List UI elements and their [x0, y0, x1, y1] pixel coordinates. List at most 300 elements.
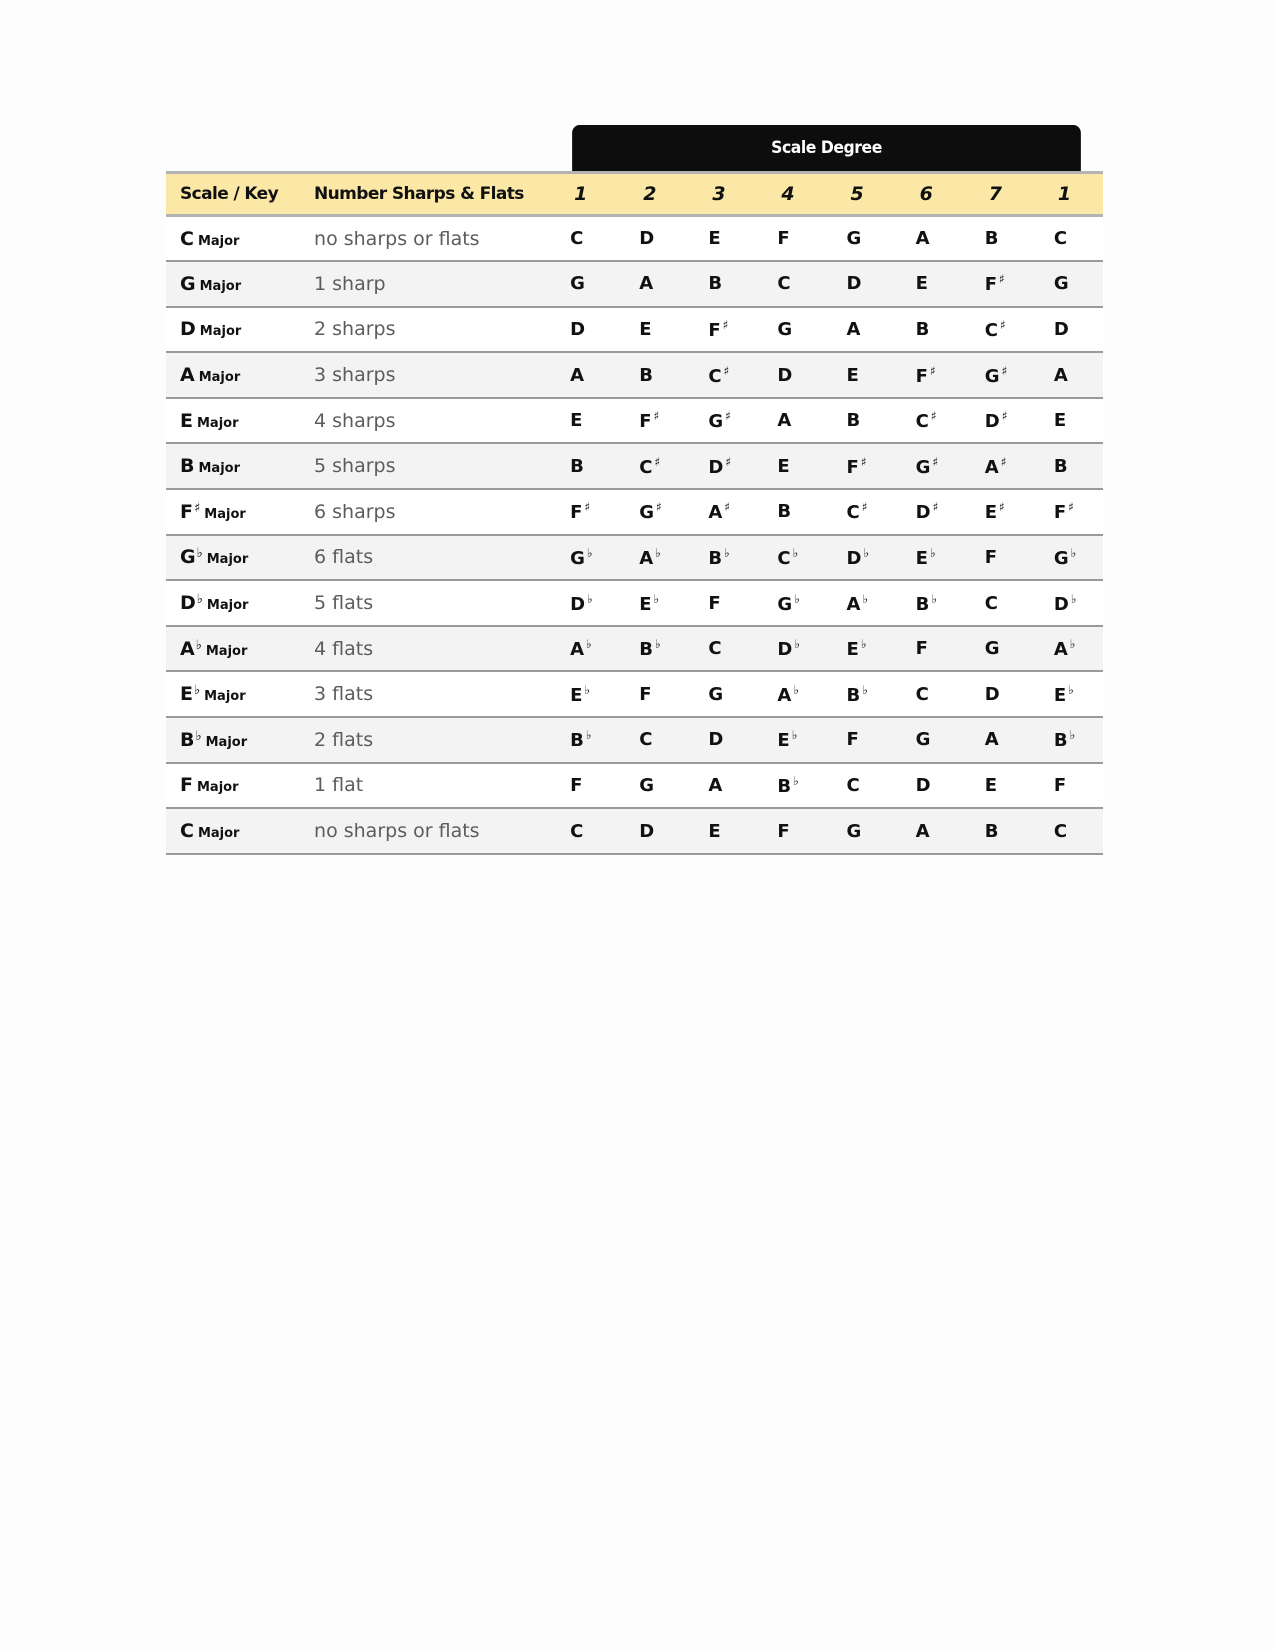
note-accidental: ♯	[932, 500, 939, 515]
scale-degree-banner: Scale Degree	[572, 125, 1081, 171]
key-letter: D	[180, 592, 196, 615]
scale-note-cell	[965, 216, 1034, 262]
note-letter: C	[1053, 820, 1068, 842]
note-letter: F	[1053, 774, 1067, 796]
scale-note-cell	[965, 352, 1034, 398]
scale-note-cell	[688, 216, 757, 262]
note-letter: F	[1053, 502, 1067, 524]
key-quality-label: Major	[205, 643, 248, 659]
number-sharps-flats-cell: 3 flats	[314, 683, 374, 706]
note-letter: A	[708, 502, 723, 524]
number-sharps-flats-cell: 5 sharps	[314, 455, 396, 478]
scale-note-cell	[896, 671, 965, 717]
note-accidental: ♯	[861, 500, 868, 515]
key-letter: E	[180, 683, 193, 706]
scale-key-cell	[166, 307, 300, 353]
note-letter: C	[570, 228, 584, 250]
table-row	[166, 216, 1103, 262]
scale-note-cell	[619, 671, 688, 717]
note-letter: G	[570, 273, 585, 295]
column-header-degree: 7	[988, 183, 1002, 205]
note-letter: E	[1053, 410, 1067, 432]
key-quality-label: Major	[205, 734, 248, 750]
note-letter: E	[777, 730, 790, 752]
note-letter: G	[639, 774, 654, 796]
note-letter: C	[708, 365, 722, 387]
scale-note-cell	[896, 261, 965, 307]
key-letter: F	[180, 774, 193, 797]
scale-note-cell	[619, 261, 688, 307]
scale-note-cell	[688, 398, 757, 444]
note-letter: E	[984, 774, 998, 796]
table-row	[166, 307, 1103, 353]
note-letter: B	[846, 410, 861, 432]
note-accidental: ♭	[794, 591, 800, 606]
key-letter: E	[180, 409, 193, 432]
key-letter: B	[180, 455, 195, 478]
key-quality-label: Major	[198, 370, 241, 386]
note-letter: D	[1053, 318, 1069, 340]
scale-note-cell	[1034, 261, 1103, 307]
scale-note-cell	[688, 443, 757, 489]
note-letter: C	[1053, 228, 1068, 250]
note-letter: E	[639, 318, 652, 340]
column-header-degree: 1	[1057, 183, 1071, 205]
scale-note-cell	[1034, 717, 1103, 763]
key-accidental: ♭	[196, 592, 203, 608]
scale-note-cell	[827, 808, 896, 854]
note-letter: C	[777, 547, 791, 569]
note-letter: F	[639, 683, 652, 705]
note-letter: D	[777, 639, 793, 661]
scale-note-cell	[550, 307, 619, 353]
scale-note-cell	[757, 808, 826, 854]
scale-note-cell	[965, 580, 1034, 626]
scale-note-cell	[757, 671, 826, 717]
note-letter: D	[915, 774, 931, 796]
note-letter: D	[639, 228, 655, 250]
number-sharps-flats-cell: 2 flats	[314, 728, 374, 751]
scale-note-cell	[550, 489, 619, 535]
scale-note-cell	[827, 535, 896, 581]
key-letter: A	[180, 364, 195, 387]
table-row	[166, 808, 1103, 854]
scale-key-cell	[166, 352, 300, 398]
key-accidental: ♭	[193, 683, 201, 699]
scale-note-cell	[896, 216, 965, 262]
note-accidental: ♭	[792, 545, 799, 560]
note-letter: A	[639, 273, 654, 295]
note-letter: C	[639, 729, 653, 751]
scale-note-cell	[757, 398, 826, 444]
note-accidental: ♭	[793, 773, 799, 788]
scale-note-cell	[965, 763, 1034, 809]
note-letter: G	[915, 729, 931, 751]
note-letter: E	[639, 593, 652, 615]
scale-note-cell	[688, 352, 757, 398]
key-quality-label: Major	[206, 552, 249, 568]
number-sharps-flats-cell: 4 sharps	[314, 409, 396, 432]
table-row	[166, 398, 1103, 444]
note-letter: B	[777, 775, 792, 797]
note-letter: A	[777, 684, 792, 706]
scale-note-cell	[1034, 352, 1103, 398]
key-quality-label: Major	[198, 461, 240, 477]
note-accidental: ♭	[929, 545, 936, 560]
scale-key-cell	[166, 261, 300, 307]
note-accidental: ♭	[1068, 682, 1074, 697]
note-letter: F	[915, 365, 928, 387]
scale-note-cell	[827, 261, 896, 307]
note-letter: E	[708, 228, 721, 250]
note-letter: F	[984, 546, 998, 568]
note-letter: F	[708, 319, 721, 341]
note-accidental: ♭	[1070, 545, 1077, 560]
scale-key-cell	[166, 671, 300, 717]
scale-note-cell	[550, 763, 619, 809]
key-quality-label: Major	[204, 689, 246, 705]
scale-note-cell	[827, 307, 896, 353]
note-accidental: ♯	[584, 500, 591, 515]
key-accidental: ♭	[195, 728, 202, 744]
scale-note-cell	[619, 535, 688, 581]
note-accidental: ♯	[929, 363, 936, 378]
scale-note-cell	[896, 398, 965, 444]
note-letter: D	[846, 273, 862, 295]
note-accidental: ♭	[655, 545, 661, 560]
scale-note-cell	[965, 489, 1034, 535]
scale-note-cell	[688, 580, 757, 626]
scale-note-cell	[965, 808, 1034, 854]
note-letter: G	[984, 638, 1000, 660]
scale-note-cell	[827, 671, 896, 717]
note-letter: D	[1053, 593, 1069, 615]
scale-note-cell	[965, 626, 1034, 672]
note-letter: D	[915, 502, 931, 524]
note-accidental: ♭	[587, 591, 593, 606]
note-letter: D	[639, 820, 655, 842]
note-letter: D	[846, 547, 862, 569]
note-accidental: ♭	[862, 682, 868, 697]
scale-note-cell	[619, 398, 688, 444]
note-letter: A	[570, 639, 585, 661]
note-accidental: ♯	[930, 409, 937, 424]
note-accidental: ♭	[653, 591, 660, 606]
scale-note-cell	[550, 671, 619, 717]
note-letter: B	[915, 318, 930, 340]
note-accidental: ♭	[584, 682, 591, 697]
scale-note-cell	[1034, 580, 1103, 626]
note-accidental: ♯	[1000, 454, 1007, 469]
note-letter: A	[570, 364, 585, 386]
scale-note-cell	[1034, 671, 1103, 717]
note-letter: F	[777, 820, 790, 842]
number-sharps-flats-cell: 1 sharp	[314, 272, 386, 295]
table-row	[166, 535, 1103, 581]
note-letter: B	[570, 455, 584, 477]
note-letter: B	[708, 273, 723, 295]
note-letter: F	[846, 729, 859, 751]
note-letter: E	[777, 455, 790, 477]
key-accidental: ♭	[195, 637, 202, 653]
scale-note-cell	[550, 352, 619, 398]
scale-note-cell	[1034, 626, 1103, 672]
scale-note-cell	[688, 671, 757, 717]
note-accidental: ♯	[725, 454, 732, 469]
scale-note-cell	[619, 489, 688, 535]
note-letter: C	[915, 411, 929, 433]
key-accidental: ♯	[193, 500, 201, 516]
note-letter: B	[777, 501, 792, 523]
note-accidental: ♭	[585, 728, 592, 743]
note-letter: F	[846, 456, 859, 478]
scale-note-cell	[827, 352, 896, 398]
note-letter: B	[708, 547, 723, 569]
key-letter: C	[180, 227, 194, 250]
scale-note-cell	[896, 489, 965, 535]
note-accidental: ♯	[654, 454, 661, 469]
scale-note-cell	[1034, 398, 1103, 444]
key-quality-label: Major	[206, 598, 249, 614]
note-letter: C	[846, 502, 860, 524]
scale-note-cell	[827, 763, 896, 809]
note-accidental: ♭	[862, 591, 869, 606]
note-letter: C	[915, 683, 929, 705]
key-letter: G	[180, 546, 196, 569]
scale-note-cell	[827, 717, 896, 763]
note-letter: D	[777, 364, 793, 386]
scale-note-cell	[896, 808, 965, 854]
key-letter: G	[180, 272, 196, 295]
scale-note-cell	[550, 535, 619, 581]
note-letter: E	[846, 639, 859, 661]
table-row	[166, 352, 1103, 398]
scale-note-cell	[688, 307, 757, 353]
scale-note-cell	[965, 398, 1034, 444]
note-letter: A	[1053, 364, 1068, 386]
scale-note-cell	[757, 580, 826, 626]
table-row	[166, 580, 1103, 626]
scale-note-cell	[757, 626, 826, 672]
column-header-degree: 1	[574, 183, 587, 205]
note-letter: A	[846, 593, 861, 615]
note-letter: G	[846, 228, 862, 250]
scale-note-cell	[896, 626, 965, 672]
scale-note-cell	[1034, 808, 1103, 854]
note-accidental: ♯	[860, 454, 867, 469]
scale-note-cell	[827, 489, 896, 535]
note-letter: G	[1053, 547, 1069, 569]
note-letter: F	[777, 228, 790, 250]
note-letter: G	[1053, 273, 1069, 295]
note-letter: C	[846, 774, 860, 796]
scale-note-cell	[757, 307, 826, 353]
scale-key-cell	[166, 443, 300, 489]
note-letter: C	[984, 592, 998, 614]
key-quality-label: Major	[197, 233, 240, 249]
note-letter: G	[915, 456, 931, 478]
note-letter: C	[777, 273, 791, 295]
scale-note-cell	[965, 443, 1034, 489]
key-letter: F	[180, 500, 193, 523]
scale-note-cell	[688, 808, 757, 854]
scale-note-cell	[619, 580, 688, 626]
scale-note-cell	[1034, 216, 1103, 262]
note-letter: C	[570, 820, 584, 842]
column-header-degree: 5	[850, 183, 864, 205]
table-body	[166, 216, 1103, 854]
scale-note-cell	[619, 808, 688, 854]
scale-note-cell	[896, 535, 965, 581]
note-letter: B	[639, 639, 653, 661]
note-letter: G	[777, 318, 793, 340]
note-letter: F	[639, 411, 652, 433]
note-letter: G	[708, 683, 724, 705]
note-letter: E	[708, 820, 721, 842]
note-letter: D	[708, 729, 724, 751]
table-row	[166, 261, 1103, 307]
scale-note-cell	[550, 443, 619, 489]
number-sharps-flats-cell: 5 flats	[314, 592, 374, 615]
note-letter: F	[984, 274, 998, 296]
note-accidental: ♯	[725, 409, 731, 424]
note-letter: A	[915, 820, 930, 842]
note-letter: E	[915, 273, 928, 295]
scale-note-cell	[1034, 535, 1103, 581]
scale-note-cell	[550, 717, 619, 763]
note-letter: B	[915, 593, 930, 615]
scale-key-cell	[166, 489, 300, 535]
note-letter: C	[984, 319, 998, 341]
scale-note-cell	[1034, 443, 1103, 489]
note-letter: G	[639, 502, 654, 524]
note-accidental: ♭	[1070, 591, 1077, 606]
note-letter: B	[984, 820, 999, 842]
scale-note-cell	[688, 535, 757, 581]
scale-note-cell	[619, 763, 688, 809]
note-letter: B	[1053, 455, 1068, 477]
scale-note-cell	[896, 763, 965, 809]
scale-note-cell	[619, 443, 688, 489]
note-letter: D	[570, 318, 586, 340]
scale-key-cell	[166, 763, 300, 809]
table-row	[166, 717, 1103, 763]
table-row	[166, 443, 1103, 489]
scale-note-cell	[896, 307, 965, 353]
note-letter: E	[570, 684, 583, 706]
scale-note-cell	[965, 307, 1034, 353]
note-letter: F	[708, 592, 721, 614]
note-accidental: ♭	[586, 545, 593, 560]
note-accidental: ♭	[1069, 728, 1076, 743]
note-letter: D	[984, 683, 1000, 705]
scale-note-cell	[757, 717, 826, 763]
note-letter: B	[1053, 730, 1068, 752]
scale-note-cell	[827, 626, 896, 672]
note-accidental: ♭	[860, 637, 867, 652]
scale-note-cell	[550, 216, 619, 262]
scale-note-cell	[619, 717, 688, 763]
note-accidental: ♭	[931, 591, 938, 606]
note-letter: B	[570, 730, 584, 752]
note-accidental: ♯	[724, 500, 731, 515]
note-accidental: ♭	[654, 637, 661, 652]
scale-note-cell	[619, 626, 688, 672]
scale-note-cell	[1034, 307, 1103, 353]
scale-note-cell	[757, 443, 826, 489]
number-sharps-flats-cell: 6 flats	[314, 546, 374, 569]
note-letter: G	[984, 365, 1000, 387]
key-quality-label: Major	[197, 826, 240, 842]
scale-note-cell	[619, 352, 688, 398]
scale-note-cell	[827, 398, 896, 444]
note-accidental: ♭	[724, 545, 730, 560]
note-letter: B	[639, 364, 653, 386]
scale-key-cell	[166, 398, 300, 444]
note-letter: G	[777, 593, 793, 615]
number-sharps-flats-cell: 1 flat	[314, 774, 364, 797]
note-letter: G	[846, 820, 862, 842]
number-sharps-flats-cell: no sharps or flats	[314, 227, 480, 250]
note-letter: G	[708, 411, 724, 433]
note-letter: A	[984, 456, 999, 478]
scale-note-cell	[896, 352, 965, 398]
scale-note-cell	[827, 443, 896, 489]
note-letter: F	[915, 638, 928, 660]
note-accidental: ♭	[863, 545, 870, 560]
column-header-degree: 3	[712, 183, 725, 205]
scale-degree-table	[166, 171, 1103, 855]
scale-note-cell	[757, 261, 826, 307]
note-accidental: ♯	[1001, 409, 1008, 424]
scale-key-cell	[166, 717, 300, 763]
scale-note-cell	[550, 261, 619, 307]
key-quality-label: Major	[204, 506, 246, 522]
scale-note-cell	[757, 763, 826, 809]
note-letter: D	[708, 456, 724, 478]
scale-note-cell	[896, 717, 965, 763]
note-accidental: ♯	[722, 317, 729, 332]
key-letter: B	[180, 728, 195, 751]
note-accidental: ♭	[793, 682, 800, 697]
scale-note-cell	[550, 626, 619, 672]
note-letter: A	[708, 774, 723, 796]
note-accidental: ♯	[999, 317, 1006, 332]
number-sharps-flats-cell: 2 sharps	[314, 318, 396, 341]
number-sharps-flats-cell: 4 flats	[314, 637, 374, 660]
note-accidental: ♯	[999, 500, 1005, 515]
table-row	[166, 763, 1103, 809]
note-letter: E	[1053, 684, 1067, 706]
scale-note-cell	[619, 216, 688, 262]
note-accidental: ♯	[932, 454, 939, 469]
number-sharps-flats-cell: 3 sharps	[314, 364, 396, 387]
note-letter: B	[846, 684, 861, 706]
key-quality-label: Major	[199, 278, 242, 294]
note-letter: E	[984, 502, 998, 524]
scale-note-cell	[965, 535, 1034, 581]
scale-key-cell	[166, 535, 300, 581]
scale-note-cell	[757, 352, 826, 398]
column-header-degree: 6	[919, 183, 933, 205]
scale-key-cell	[166, 580, 300, 626]
scale-note-cell	[550, 808, 619, 854]
scale-note-cell	[688, 763, 757, 809]
scale-note-cell	[965, 261, 1034, 307]
key-accidental: ♭	[196, 546, 203, 562]
note-accidental: ♯	[723, 363, 730, 378]
note-letter: A	[777, 410, 792, 432]
